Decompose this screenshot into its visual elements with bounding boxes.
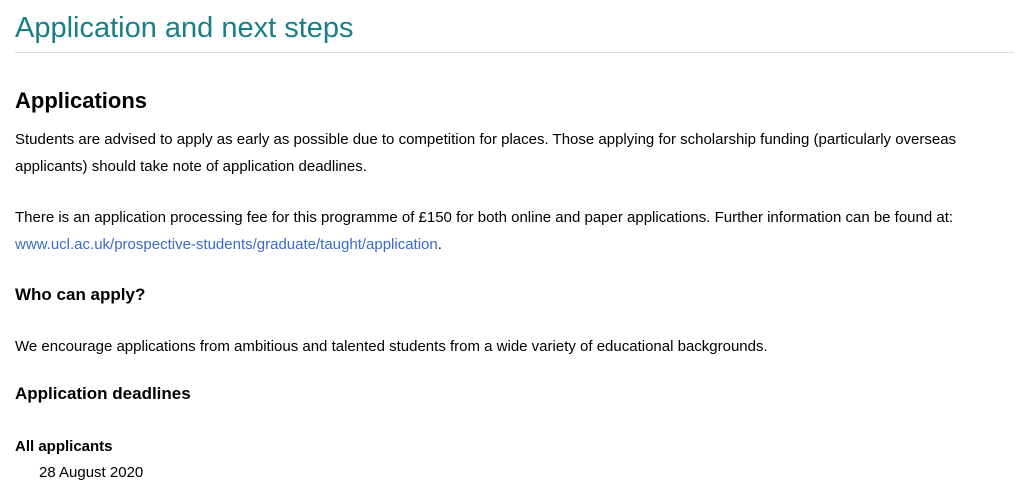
deadline-date: 28 August 2020 — [39, 464, 144, 481]
who-can-apply-paragraph: We encourage applications from ambitious and talented students from a wide variety of educational backgrounds. — [15, 338, 768, 355]
deadline-label: All applicants — [15, 438, 113, 455]
deadlines-list — [15, 434, 143, 486]
applications-heading: Applications — [15, 88, 148, 113]
application-fee-text: There is an application processing fee for this programme of £150 for both online and paper applications. Further information can be found at: — [15, 209, 954, 226]
application-deadlines-heading: Application deadlines — [15, 384, 191, 403]
applications-advice-paragraph: Students are advised to apply as early as possible due to competition for places. Those applying for scholarship funding (particularly overseas applicants) should take note of application deadlines. — [15, 131, 957, 175]
application-info-link[interactable]: www.ucl.ac.uk/prospective-students/graduate/taught/application — [15, 236, 438, 253]
page-content — [15, 0, 1014, 481]
application-fee-suffix: . — [437, 236, 442, 253]
who-can-apply-heading: Who can apply? — [15, 285, 146, 304]
application-fee-paragraph — [15, 204, 1010, 258]
section-title: Application and next steps — [15, 0, 1014, 53]
